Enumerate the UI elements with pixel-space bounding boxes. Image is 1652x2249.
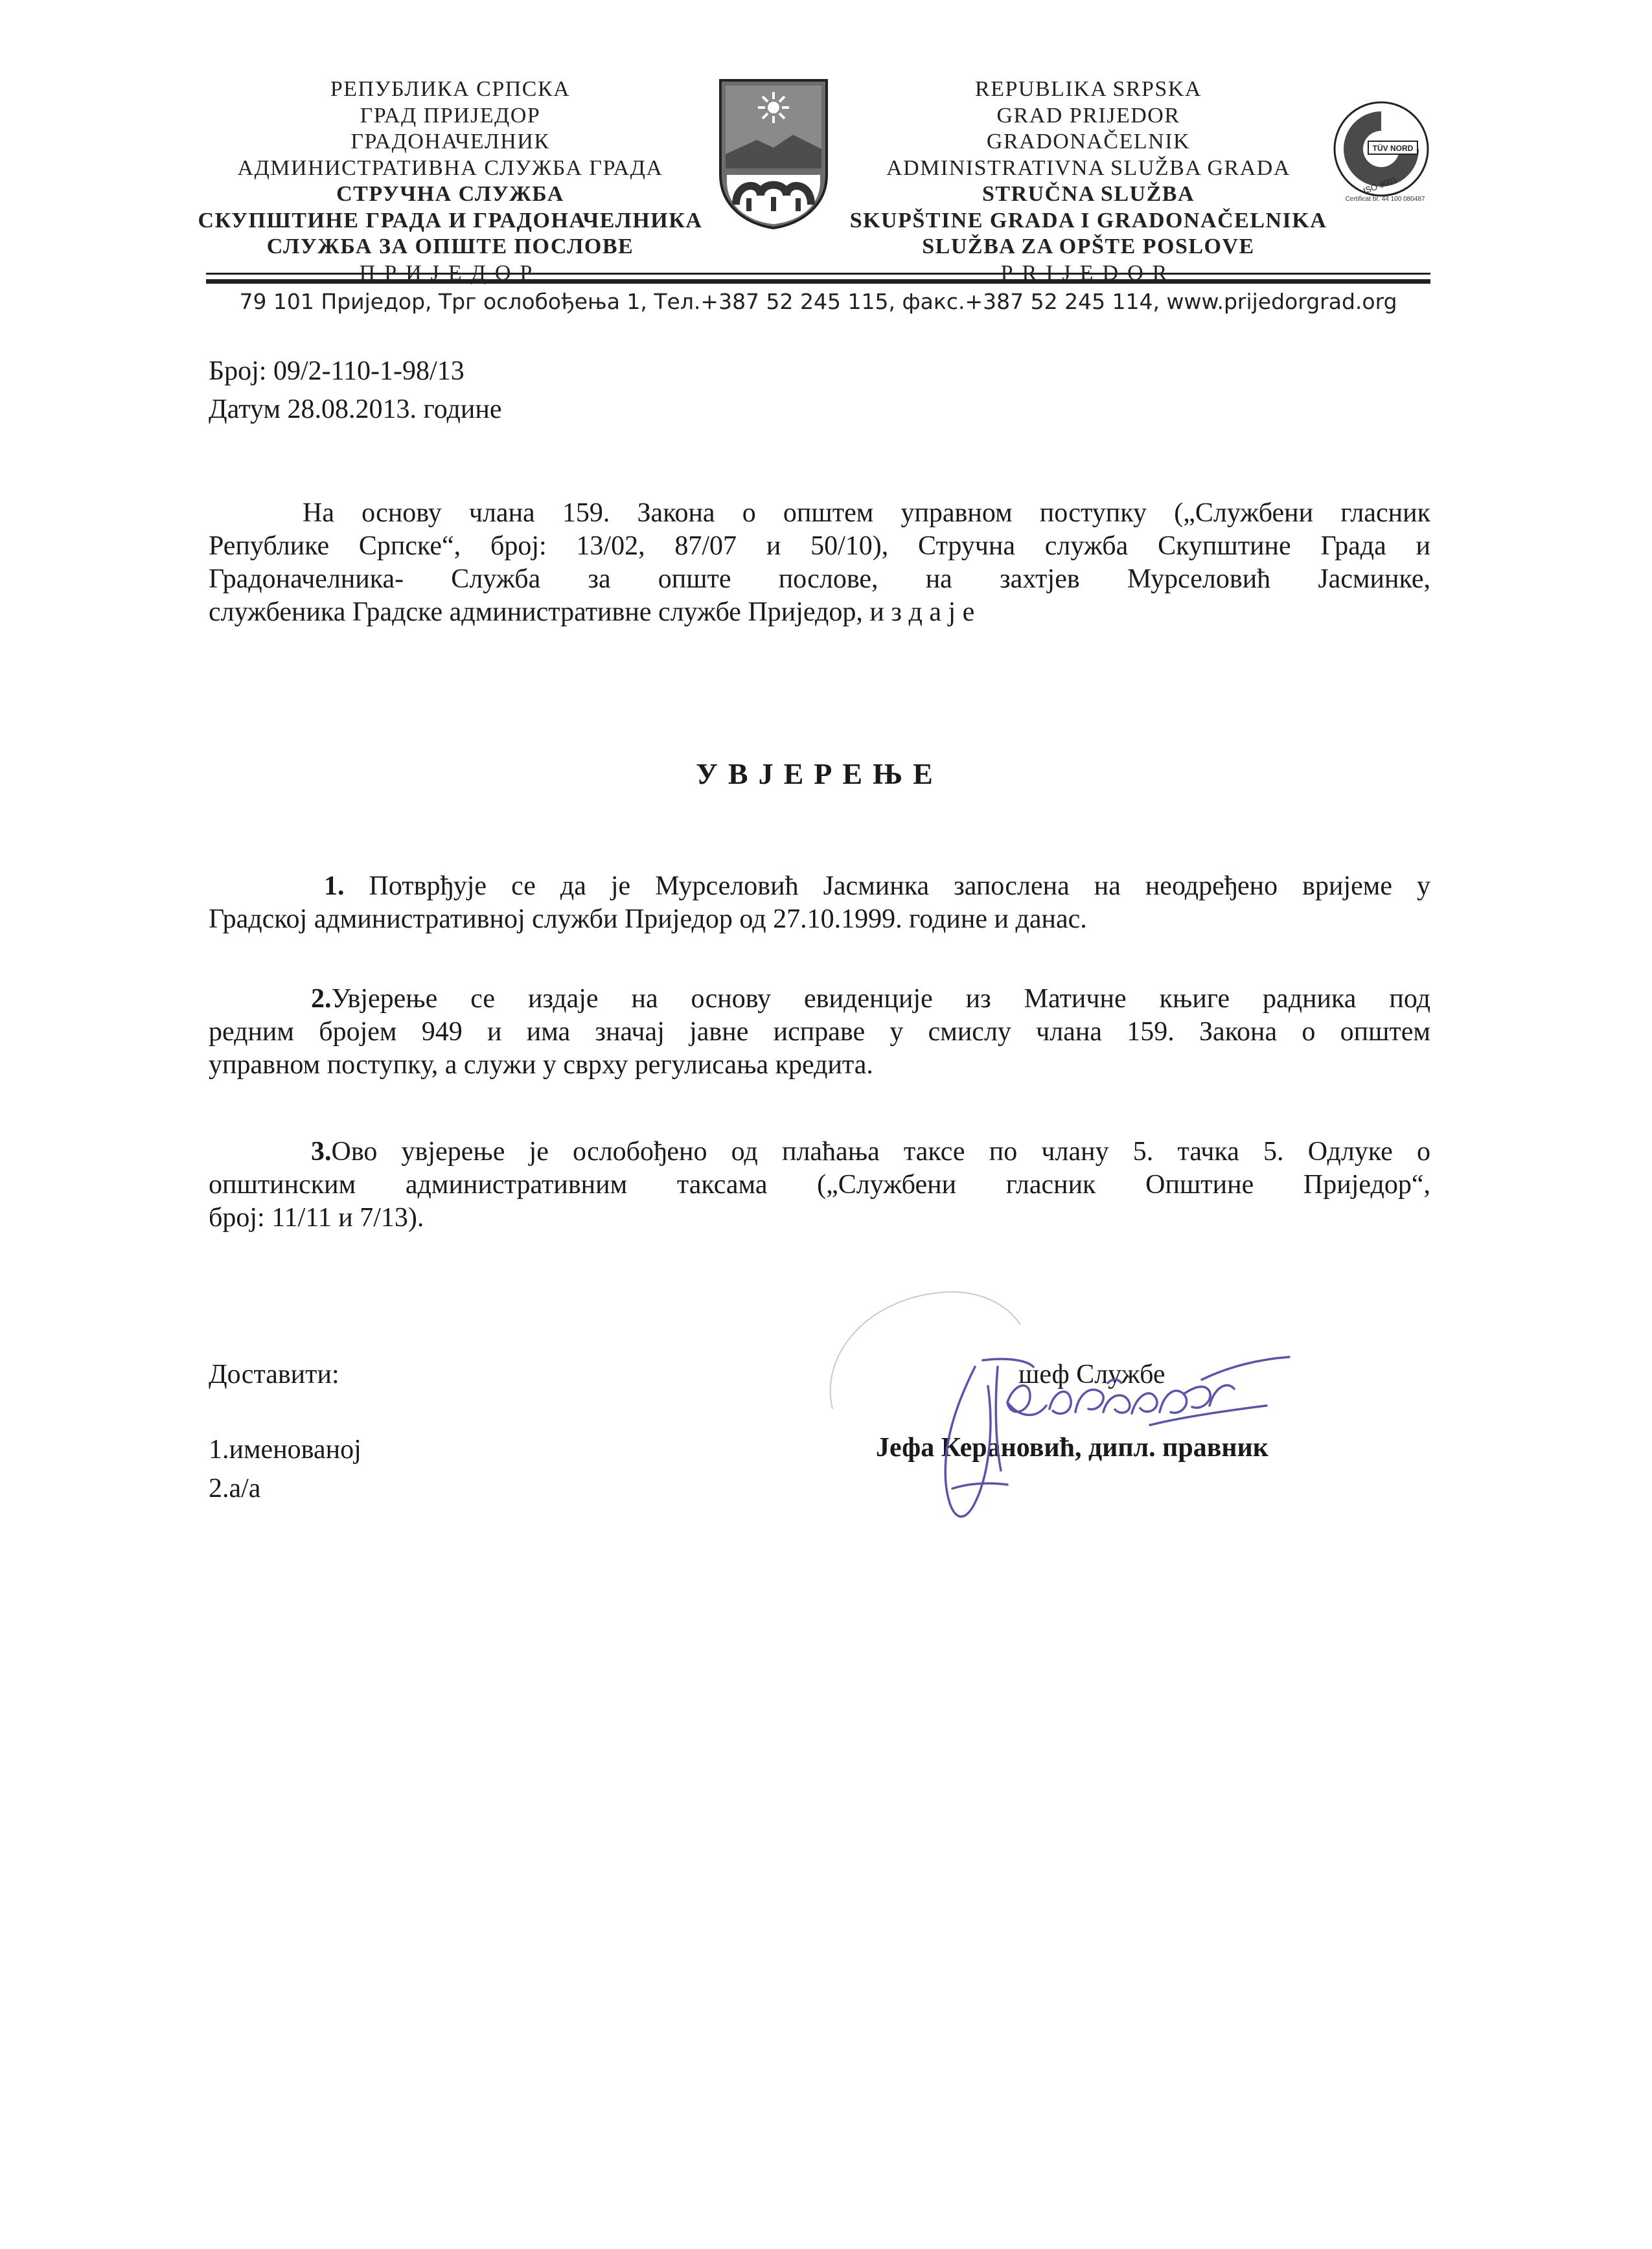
item-number: 1. [324, 871, 345, 901]
paragraph-line: 1. Потврђује се да је Мурселовић Јасминка запослена на неодређено вријеме у [324, 871, 1430, 901]
paragraph-line: број: 11/11 и 7/13). [209, 1203, 424, 1233]
certificate-number: Certificat br. 44 100 080487 [1345, 196, 1425, 203]
item-3 [209, 1136, 1430, 1235]
recipient-item: 2.а/а [209, 1474, 261, 1503]
deliver-to-label: Доставити: [209, 1360, 339, 1389]
paragraph-line: управном поступку, а служи у сврху регулисања кредита. [209, 1050, 873, 1080]
paragraph-line: редним бројем 949 и има значај јавне исправе у смислу члана 159. Закона о општем [209, 1017, 1430, 1047]
letterhead-line: СЛУЖБА ЗА ОПШТЕ ПОСЛОВЕ [266, 234, 634, 258]
iso-certification-icon [1329, 97, 1433, 211]
paragraph-line: 2.Увјерење се издаје на основу евиденције из Матичне књиге радника под [311, 984, 1430, 1014]
letterhead-line: АДМИНИСТРАТИВНА СЛУЖБА ГРАДА [237, 155, 663, 180]
letterhead-line: ADMINISTRATIVNA SLUŽBA GRADA [886, 155, 1291, 180]
letterhead-line: ГРАДОНАЧЕЛНИК [350, 130, 550, 154]
paragraph-line: Градоначелника- Служба за опште послове, на захтјев Мурселовић Јасминке, [209, 564, 1430, 594]
letterhead-line: SKUPŠTINE GRADA I GRADONAČELNIKA [849, 208, 1327, 233]
letterhead-city: PRIJEDOR [1000, 260, 1176, 285]
svg-text:TÜV NORD: TÜV NORD [1372, 144, 1414, 153]
paragraph-line: службеника Градске административне службе Приједор, и з д а ј е [209, 597, 975, 627]
city-crest-icon [718, 78, 829, 231]
document-title: УВЈЕРЕЊЕ [696, 757, 943, 790]
document-number: Број: 09/2-110-1-98/13 [209, 356, 465, 386]
letterhead-line: SLUŽBA ZA OPŠTE POSLOVE [922, 234, 1255, 258]
letterhead-line: GRAD PRIJEDOR [996, 103, 1180, 128]
letterhead-line: REPUBLIKA SRPSKA [975, 77, 1202, 101]
intro-paragraph [209, 497, 1430, 629]
signatory-title: шеф Службе [1018, 1360, 1165, 1389]
document-date: Датум 28.08.2013. године [209, 394, 502, 424]
svg-text:ISO 9001: ISO 9001 [1362, 174, 1399, 196]
letterhead-line: ГРАД ПРИЈЕДОР [360, 103, 541, 128]
letterhead-address: 79 101 Приједор, Трг ослобођења 1, Тел.+387 52 245 115, факс.+387 52 245 114, www.prijedorgrad.org [239, 289, 1397, 314]
item-1 [209, 870, 1430, 936]
item-number: 3. [311, 1137, 332, 1167]
signatory-name: Јефа Керановић, дипл. правник [876, 1433, 1269, 1463]
paragraph-line: општинским административним таксама („Службени гласник Општине Приједор“, [209, 1170, 1430, 1200]
letterhead-divider [206, 273, 1430, 275]
paragraph-line: 3.Ово увјерење је ослобођено од плаћања таксе по члану 5. тачка 5. Одлуке о [311, 1137, 1430, 1167]
letterhead-line: GRADONAČELNIK [986, 130, 1191, 154]
letterhead-line: РЕПУБЛИКА СРПСКА [330, 77, 571, 101]
letterhead-latin [842, 76, 1335, 286]
paragraph-line: Републике Српске“, број: 13/02, 87/07 и 50/10), Стручна служба Скупштине Града и [209, 531, 1430, 561]
letterhead-divider [206, 279, 1430, 284]
paragraph-line: На основу члана 159. Закона о општем управном поступку („Службени гласник [303, 498, 1430, 528]
letterhead-line: СКУПШТИНЕ ГРАДА И ГРАДОНАЧЕЛНИКА [198, 208, 703, 233]
letterhead-cyrillic [194, 76, 706, 286]
paragraph-line: Градској административној служби Приједор од 27.10.1999. године и данас. [209, 904, 1087, 934]
handwritten-signature [813, 1321, 1305, 1542]
letterhead-line: STRUČNA SLUŽBA [981, 182, 1195, 206]
letterhead-city: ПРИЈЕДОР [359, 260, 542, 285]
item-2 [209, 983, 1430, 1082]
recipient-item: 1.именованој [209, 1435, 361, 1465]
letterhead-line: СТРУЧНА СЛУЖБА [336, 182, 564, 206]
item-number: 2. [311, 984, 332, 1014]
